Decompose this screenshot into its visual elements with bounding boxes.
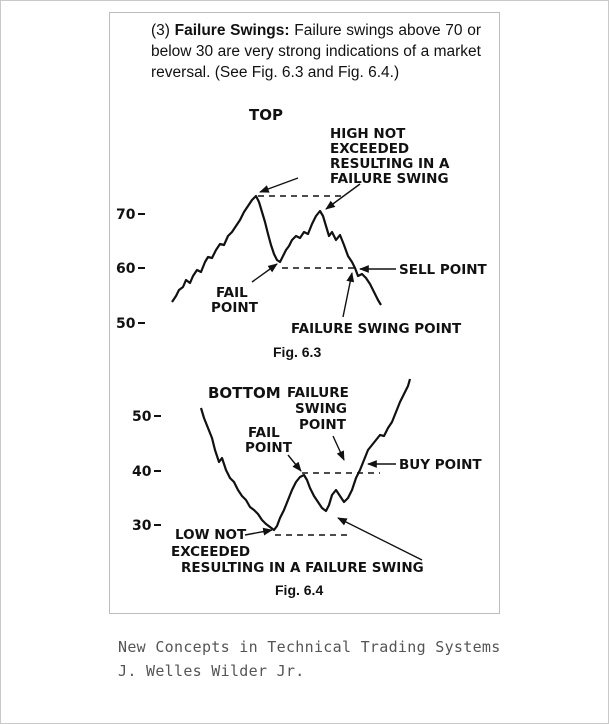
intro-body: Failure swings above 70 or below 30 are very strong indications of a market reversal. (See Fig. 6.3 and Fig. 6.4.) [151,22,481,81]
arrow [245,530,272,535]
arrow [288,455,301,471]
fig-top-sell-label: SELL POINT [399,262,487,278]
fig-bottom-low-label-1: LOW NOT [175,527,247,543]
fig-bottom-low-label-2: EXCEEDED [171,544,251,560]
fig-bottom-title: BOTTOM [208,384,281,402]
fig-bottom-swing-label-2: SWING [295,401,348,417]
fig-top-high-label-2: EXCEEDED [330,141,410,157]
arrow [260,178,298,192]
fig-bottom-ytick-40: 40 [132,464,152,480]
fig-bottom-swing-label-1: FAILURE [287,385,349,401]
fig-bottom-caption: Fig. 6.4 [275,582,324,598]
arrow [333,436,344,460]
arrow [326,184,360,209]
fig-bottom-swing-label-3: POINT [299,417,346,433]
fig-bottom-ytick-50: 50 [132,409,152,425]
fig-top-title: TOP [249,106,283,124]
credit-author: J. Welles Wilder Jr. [118,662,305,680]
arrow [252,264,277,282]
fig-bottom-low-label-3: RESULTING IN A FAILURE SWING [181,560,424,576]
arrow [338,518,422,560]
intro-number: (3) [151,22,170,39]
fig-bottom-buy-label: BUY POINT [399,457,482,473]
arrow [343,273,352,317]
fig-bottom-fail-label-2: POINT [245,440,292,456]
fig-top-fail-label-2: POINT [211,300,258,316]
fig-top-swing-label: FAILURE SWING POINT [291,321,462,337]
fig-top-ytick-50: 50 [116,316,136,332]
fig-top-high-label-4: FAILURE SWING [330,171,449,187]
fig-top-ytick-70: 70 [116,207,136,223]
figure-6-3 [116,106,488,360]
fig-bottom-ytick-30: 30 [132,518,152,534]
fig-top-high-label-3: RESULTING IN A [330,156,450,172]
fig-top-high-label-1: HIGH NOT [330,126,406,142]
fig-top-fail-label-1: FAIL [216,285,248,301]
fig-top-caption: Fig. 6.3 [273,344,322,360]
intro-heading: Failure Swings: [174,22,290,39]
fig-top-curve [172,196,381,305]
fig-top-ytick-60: 60 [116,261,136,277]
figure-6-4 [132,379,482,598]
fig-bottom-fail-label-1: FAIL [248,425,280,441]
credit-book-title: New Concepts in Technical Trading Systems [118,638,501,656]
